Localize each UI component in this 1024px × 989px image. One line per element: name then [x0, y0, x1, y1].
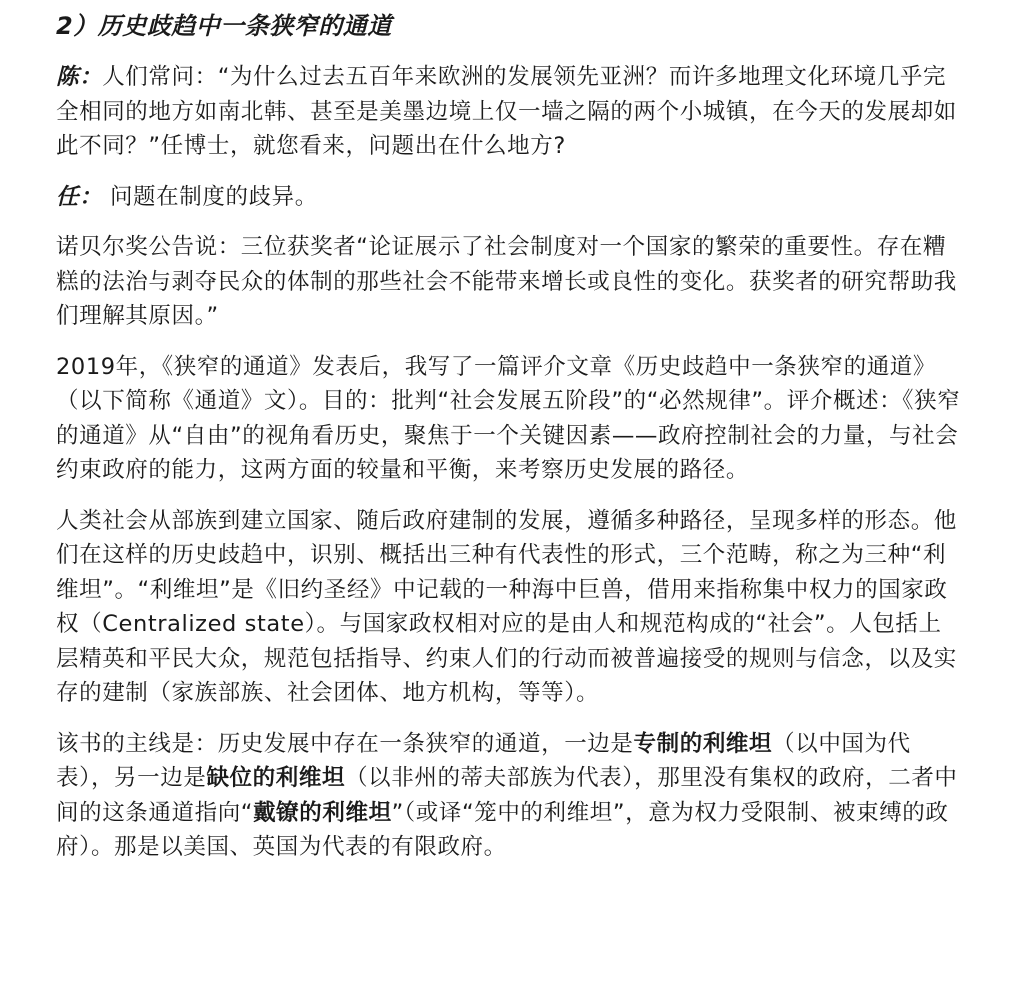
answer-text: 问题在制度的歧异。 — [102, 183, 318, 210]
mainline-text-1: 该书的主线是：历史发展中存在一条狭窄的通道，一边是 — [56, 730, 634, 757]
shackled-leviathan-term: 戴镣的利维坦 — [253, 799, 392, 826]
mainline-text-3: （以非州的蒂夫部族为代表），那里没有集权的政府，二者中间的这条通道指向“ — [56, 765, 958, 826]
leviathan-paragraph: 人类社会从部族到建立国家、随后政府建制的发展，遵循多种路径，呈现多样的形态。他们在这样的历史歧趋中，识别、概括出三种有代表性的形式，三个范畴，称之为三种“利维坦”。“利维坦”是《旧约圣经》中记载的一种海中巨兽，借用来指称集中权力的国家政权（Centralized state）。与国家政权相对应的是由人和规范构成的“社会”。人包括上层精英和平民大众，规范包括指导、约束人们的行动而被普遍接受的规则与信念，以及实存的建制（家族部族、社会团体、地方机构，等等）。 — [56, 507, 957, 706]
question-speaker: 陈： — [56, 64, 103, 90]
question-paragraph — [56, 60, 964, 164]
mainline-paragraph — [56, 727, 964, 865]
question-text: 人们常问：“为什么过去五百年来欧洲的发展领先亚洲？而许多地理文化环境几乎完全相同的地方如南北韩、甚至是美墨边境上仅一墙之隔的两个小城镇，在今天的发展却如此不同？”任博士，就您看来，问题出在什么地方? — [56, 64, 957, 159]
nobel-paragraph: 诺贝尔奖公告说：三位获奖者“论证展示了社会制度对一个国家的繁荣的重要性。存在糟糕的法治与剥夺民众的体制的那些社会不能带来增长或良性的变化。获奖者的研究帮助我们理解其原因。” — [56, 234, 957, 329]
section-title: 2）历史歧趋中一条狭窄的通道 — [56, 12, 392, 40]
answer-paragraph — [56, 180, 964, 215]
mainline-text-4: ”（或译“笼中的利维坦”，意为权力受限制、被束缚的政府）。那是以美国、英国为代表的有限政府。 — [56, 799, 949, 860]
absent-leviathan-term: 缺位的利维坦 — [206, 765, 346, 791]
review-paragraph: 2019年，《狭窄的通道》发表后，我写了一篇评介文章《历史歧趋中一条狭窄的通道》（以下简称《通道》文）。目的：批判“社会发展五阶段”的“必然规律”。评介概述：《狭窄的通道》从“自由”的视角看历史，聚焦于一个关键因素——政府控制社会的力量，与社会约束政府的能力，这两方面的较量和平衡，来考察历史发展的路径。 — [56, 353, 961, 483]
answer-speaker: 任： — [56, 183, 103, 210]
mainline-text-2: （以中国为代表），另一边是 — [56, 730, 911, 791]
despotic-leviathan-term: 专制的利维坦 — [633, 730, 773, 757]
